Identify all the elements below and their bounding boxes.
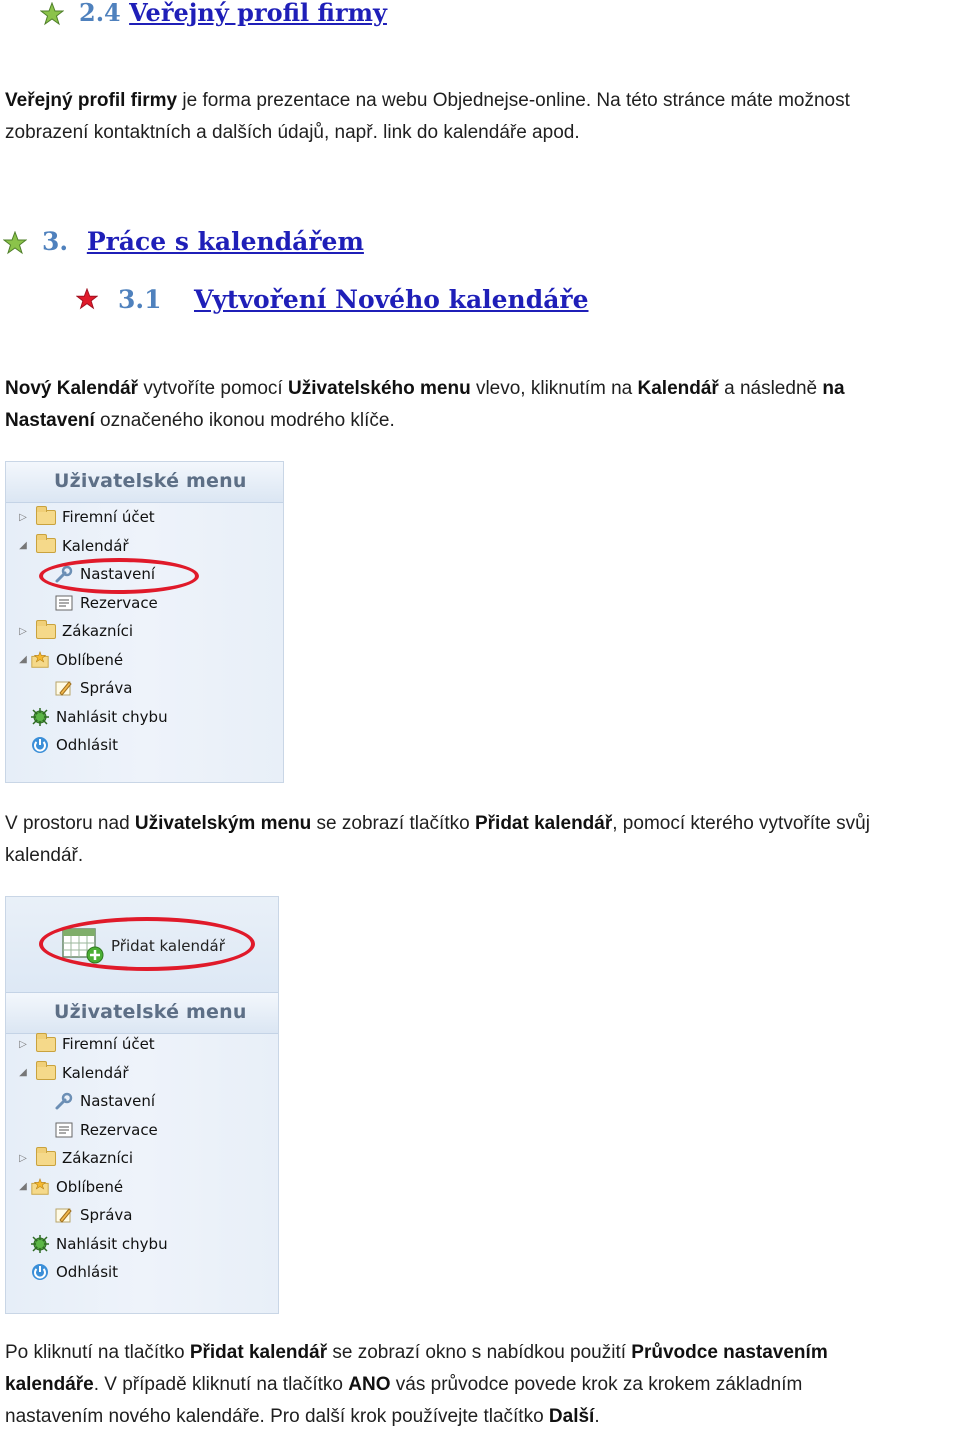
menu-item-odhlasit[interactable] (30, 1259, 118, 1285)
bold-text: kalendáře (5, 1374, 94, 1395)
pencil-icon (54, 1205, 74, 1225)
folder-icon (36, 624, 56, 639)
folder-icon (36, 1151, 56, 1166)
collapse-arrow-icon[interactable]: ◢ (19, 540, 27, 551)
bold-text: Uživatelským menu (134, 813, 312, 834)
text: vás průvodce povede krok za krokem základním (390, 1374, 803, 1395)
expand-arrow-icon[interactable]: ▷ (19, 1038, 27, 1050)
user-menu-header (6, 462, 283, 503)
menu-item-label: Nastavení (80, 1092, 156, 1110)
menu-item-label: Správa (80, 679, 133, 697)
folder-open-icon (36, 538, 56, 553)
paragraph-add-calendar (5, 808, 960, 872)
text: se zobrazí okno s nabídkou použití (327, 1342, 632, 1363)
highlight-ellipse (39, 558, 199, 594)
text: se zobrazí tlačítko (311, 813, 475, 834)
bug-icon (30, 707, 50, 727)
menu-item-label: Zákazníci (62, 622, 134, 640)
user-menu-panel-with-add-button (5, 896, 279, 1314)
star-folder-icon (30, 1177, 50, 1197)
menu-item-sprava[interactable] (54, 675, 132, 701)
menu-item-label: Nahlásit chybu (56, 707, 168, 726)
menu-item-label: Rezervace (80, 593, 158, 612)
heading-number: 3. (42, 227, 69, 256)
star-bullet-icon (3, 231, 27, 255)
paragraph-wizard (5, 1337, 960, 1433)
bold-text: Nastavení (5, 410, 95, 431)
heading-3 (42, 227, 364, 256)
bold-text: Přidat kalendář (474, 813, 613, 834)
menu-item-nahlasit-chybu[interactable] (30, 704, 168, 730)
pencil-icon (54, 678, 74, 698)
menu-item-sprava[interactable] (54, 1202, 132, 1228)
expand-arrow-icon[interactable]: ▷ (19, 511, 27, 523)
text: označeného ikonou modrého klíče. (94, 410, 395, 431)
add-calendar-area (6, 897, 278, 993)
paragraph-public-profile (5, 85, 960, 149)
collapse-arrow-icon[interactable]: ◢ (19, 1067, 27, 1078)
menu-item-firemni-ucet[interactable] (16, 1031, 155, 1057)
bold-text: ANO (348, 1374, 391, 1395)
menu-item-label: Oblíbené (56, 1177, 124, 1196)
menu-item-firemni-ucet[interactable] (16, 504, 155, 530)
text: a následně (718, 378, 823, 399)
expand-arrow-icon[interactable]: ▷ (19, 1152, 27, 1164)
bold-text: Průvodce nastavením (631, 1342, 828, 1363)
bug-icon (30, 1234, 50, 1254)
menu-item-zakaznici[interactable] (16, 618, 133, 644)
menu-item-odhlasit[interactable] (30, 732, 118, 758)
bold-text: na (822, 378, 845, 399)
collapse-arrow-icon[interactable]: ◢ (19, 654, 27, 665)
menu-item-label: Firemní účet (62, 508, 155, 526)
text: kalendář. (5, 845, 84, 866)
folder-icon (36, 510, 56, 525)
star-folder-icon (30, 650, 50, 670)
menu-item-label: Oblíbené (56, 650, 124, 669)
text: zobrazení kontaktních a dalších údajů, např. link do kalendáře apod. (5, 122, 580, 143)
user-menu-title: Uživatelské menu (54, 1001, 247, 1023)
text: vytvoříte pomocí (138, 378, 288, 399)
menu-item-label: Kalendář (62, 536, 129, 555)
list-icon (54, 1120, 74, 1140)
bold-text: Veřejný profil firmy (5, 90, 178, 111)
star-bullet-icon (40, 2, 64, 26)
heading-link-vytvoreni-kalendare[interactable]: Vytvoření Nového kalendáře (194, 285, 589, 314)
highlight-ellipse (39, 917, 255, 971)
menu-item-kalendar[interactable] (16, 1060, 129, 1086)
menu-item-oblibene[interactable] (16, 647, 123, 673)
power-icon (30, 735, 50, 755)
heading-link-verejny-profil[interactable]: Veřejný profil firmy (129, 0, 387, 27)
bold-text: Uživatelského menu (288, 378, 471, 399)
heading-link-prace-s-kalendarem[interactable]: Práce s kalendářem (86, 227, 364, 256)
menu-item-label: Firemní účet (62, 1035, 155, 1053)
menu-item-label: Nastavení (80, 565, 156, 583)
heading-2-4 (79, 0, 387, 27)
heading-number: 3.1 (118, 285, 162, 314)
star-bullet-icon (76, 288, 98, 310)
text: je forma prezentace na webu Objednejse-online. Na této stránce máte možnost (177, 90, 850, 111)
menu-item-kalendar[interactable] (16, 533, 129, 559)
wrench-icon (54, 1091, 74, 1111)
user-menu-panel (5, 461, 284, 783)
menu-item-label: Kalendář (62, 1063, 129, 1082)
menu-item-label: Zákazníci (62, 1149, 134, 1167)
paragraph-new-calendar (5, 373, 960, 437)
list-icon (54, 593, 74, 613)
expand-arrow-icon[interactable]: ▷ (19, 625, 27, 637)
text: Po kliknutí na tlačítko (5, 1342, 190, 1363)
menu-item-nahlasit-chybu[interactable] (30, 1231, 168, 1257)
user-menu-header (6, 993, 278, 1034)
user-menu-title: Uživatelské menu (54, 470, 247, 492)
text: V prostoru nad (5, 813, 135, 834)
power-icon (30, 1262, 50, 1282)
folder-icon (36, 1037, 56, 1052)
menu-item-label: Odhlásit (56, 736, 119, 754)
bold-text: Kalendář (637, 378, 719, 399)
menu-item-label: Rezervace (80, 1120, 158, 1139)
menu-item-nastaveni[interactable] (54, 1088, 155, 1114)
text: , pomocí kterého vytvoříte svůj (612, 813, 870, 834)
collapse-arrow-icon[interactable]: ◢ (19, 1181, 27, 1192)
menu-item-label: Správa (80, 1206, 133, 1224)
menu-item-label: Nahlásit chybu (56, 1234, 168, 1253)
text: . (594, 1406, 600, 1427)
text: . V případě kliknutí na tlačítko (93, 1374, 349, 1395)
bold-text: Přidat kalendář (189, 1342, 328, 1363)
add-calendar-label: Přidat kalendář (111, 937, 225, 955)
menu-item-oblibene[interactable] (16, 1174, 123, 1200)
menu-item-rezervace[interactable] (54, 1117, 158, 1143)
heading-3-1 (118, 285, 588, 314)
heading-number: 2.4 (79, 0, 121, 27)
bold-text: Další (548, 1406, 595, 1427)
menu-item-label: Odhlásit (56, 1263, 119, 1281)
folder-open-icon (36, 1065, 56, 1080)
text: vlevo, kliknutím na (470, 378, 638, 399)
text: nastavením nového kalendáře. Pro další krok používejte tlačítko (5, 1406, 549, 1427)
bold-text: Nový Kalendář (5, 378, 139, 399)
menu-item-zakaznici[interactable] (16, 1145, 133, 1171)
